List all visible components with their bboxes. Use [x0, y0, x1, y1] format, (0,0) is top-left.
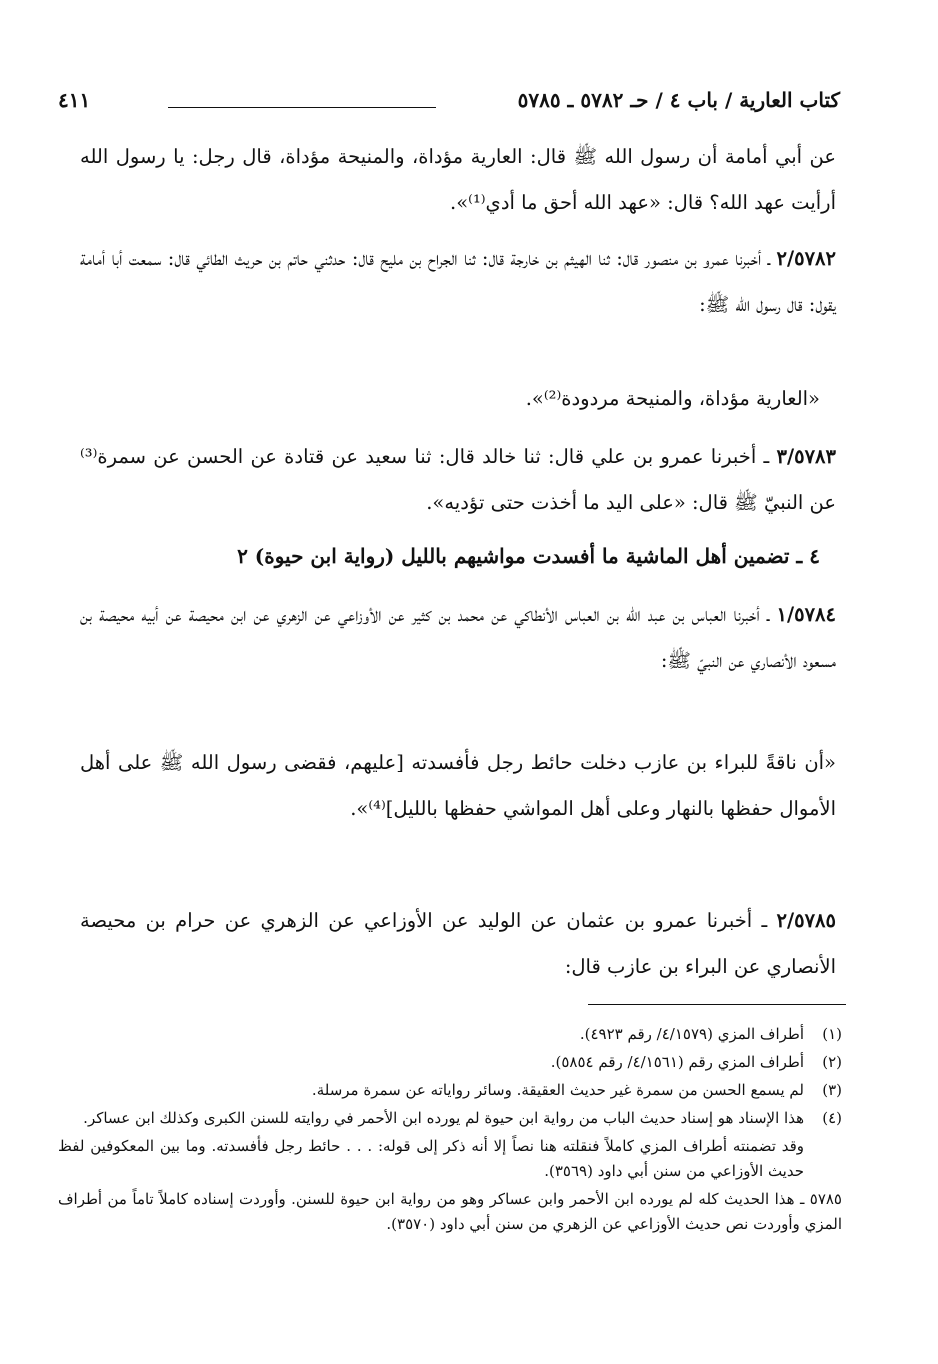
hadith-5782: [80, 236, 836, 328]
paragraph-1: [80, 134, 836, 226]
hadith-text: ـ أخبرنا عمرو بن علي قال: ثنا خالد قال: ثنا سعيد عن قتادة عن الحسن عن سمرة⁽³⁾ عن النبيّ ﷺ قال: «على اليد ما أخذت حتى تؤديه».: [80, 445, 836, 514]
footnote-1: [58, 1022, 842, 1047]
footnote-text: أطراف المزي (٤/١٥٧٩/ رقم ٤٩٢٣).: [579, 1025, 804, 1043]
quote-text: «أن ناقةً للبراء بن عازب دخلت حائط رجل فأفسدته [عليهم، فقضى رسول الله ﷺ على أهل الأموال حفظها بالنهار وعلى أهل المواشي حفظها بالليل]⁽⁴⁾».: [80, 751, 836, 820]
hadith-5783: [80, 434, 836, 526]
hadith-5785: [80, 898, 836, 990]
footnote-divider: [588, 1004, 846, 1005]
hadith-number: ٢/٥٧٨٥: [776, 909, 836, 932]
hadith-5784: [80, 592, 836, 684]
footnote-2: [58, 1050, 842, 1075]
footnotes: [58, 1022, 842, 1240]
footnote-marker: (٣): [822, 1081, 842, 1099]
running-header: [58, 88, 840, 128]
hadith-number: ١/٥٧٨٤: [776, 603, 836, 626]
header-title: كتاب العارية / باب ٤ / حـ ٥٧٨٢ ـ ٥٧٨٥: [517, 88, 840, 112]
footnote-marker: (١): [822, 1025, 842, 1043]
hadith-5782-quote: [80, 376, 820, 422]
footnote-text: أطراف المزي رقم (٤/١٥٦١/ رقم ٥٨٥٤).: [550, 1053, 804, 1071]
hadith-5784-quote: [80, 740, 836, 832]
footnote-marker: (٢): [822, 1053, 842, 1071]
footnote-marker: (٤): [822, 1109, 842, 1127]
hadith-text: ـ أخبرنا عمرو بن منصور قال: ثنا الهيثم بن خارجة قال: ثنا الجراح بن مليح قال: حدثني حاتم بن حريث الطائي قال: سمعت أبا أمامة يقول: قال رسول الله ﷺ:: [80, 247, 836, 316]
section-heading: ٤ ـ تضمين أهل الماشية ما أفسدت مواشيهم بالليل (رواية ابن حيوة) ٢: [237, 544, 820, 568]
footnote-4-continued: وقد تضمنته أطراف المزي كاملاً فنقلته هنا نصاً إلا أنه ذكر إلى قوله: . . . حائط رجل فأفسدته. وما بين المعكوفين لفظ حديث الأوزاعي من سنن أبي داود (٣٥٦٩).: [58, 1137, 804, 1180]
footnote-4: [58, 1106, 842, 1131]
header-rule: [168, 107, 436, 108]
footnote-text: لم يسمع الحسن من سمرة غير حديث العقيقة. وسائر رواياته عن سمرة مرسلة.: [311, 1081, 804, 1099]
footnote-5785: ٥٧٨٥ ـ هذا الحديث كله لم يورده ابن الأحمر وابن عساكر وهو من رواية ابن حيوة للسنن. وأوردت إسناده كاملاً تاماً من أطراف المزي وأوردت نص حديث الأوزاعي عن الزهري من سنن أبي داود (٣٥٧٠).: [58, 1190, 842, 1233]
hadith-number: ٢/٥٧٨٢: [776, 247, 836, 270]
footnote-3: [58, 1078, 842, 1103]
quote-text: «العارية مؤداة، والمنيحة مردودة⁽²⁾».: [525, 387, 820, 410]
paragraph-1-text: عن أبي أمامة أن رسول الله ﷺ قال: العارية مؤداة، والمنيحة مؤداة، قال رجل: يا رسول الله أرأيت عهد الله؟ قال: «عهد الله أحق ما أدي⁽¹⁾».: [80, 145, 836, 214]
hadith-number: ٣/٥٧٨٣: [776, 445, 836, 468]
footnote-text: هذا الإسناد هو إسناد حديث الباب من رواية ابن حيوة لم يورده ابن الأحمر في روايته للسنن الكبرى وكذلك ابن عساكر.: [83, 1109, 804, 1127]
hadith-text: ـ أخبرنا العباس بن عبد الله بن العباس الأنطاكي عن محمد بن كثير عن الأوزاعي عن الزهري عن ابن محيصة عن أبيه محيصة بن مسعود الأنصاري عن النبيّ ﷺ:: [80, 603, 836, 672]
hadith-text: ـ أخبرنا عمرو بن عثمان عن الوليد عن الأوزاعي عن الزهري عن حرام بن محيصة الأنصاري عن البراء بن عازب قال:: [80, 909, 836, 978]
page-number: ٤١١: [58, 88, 91, 112]
